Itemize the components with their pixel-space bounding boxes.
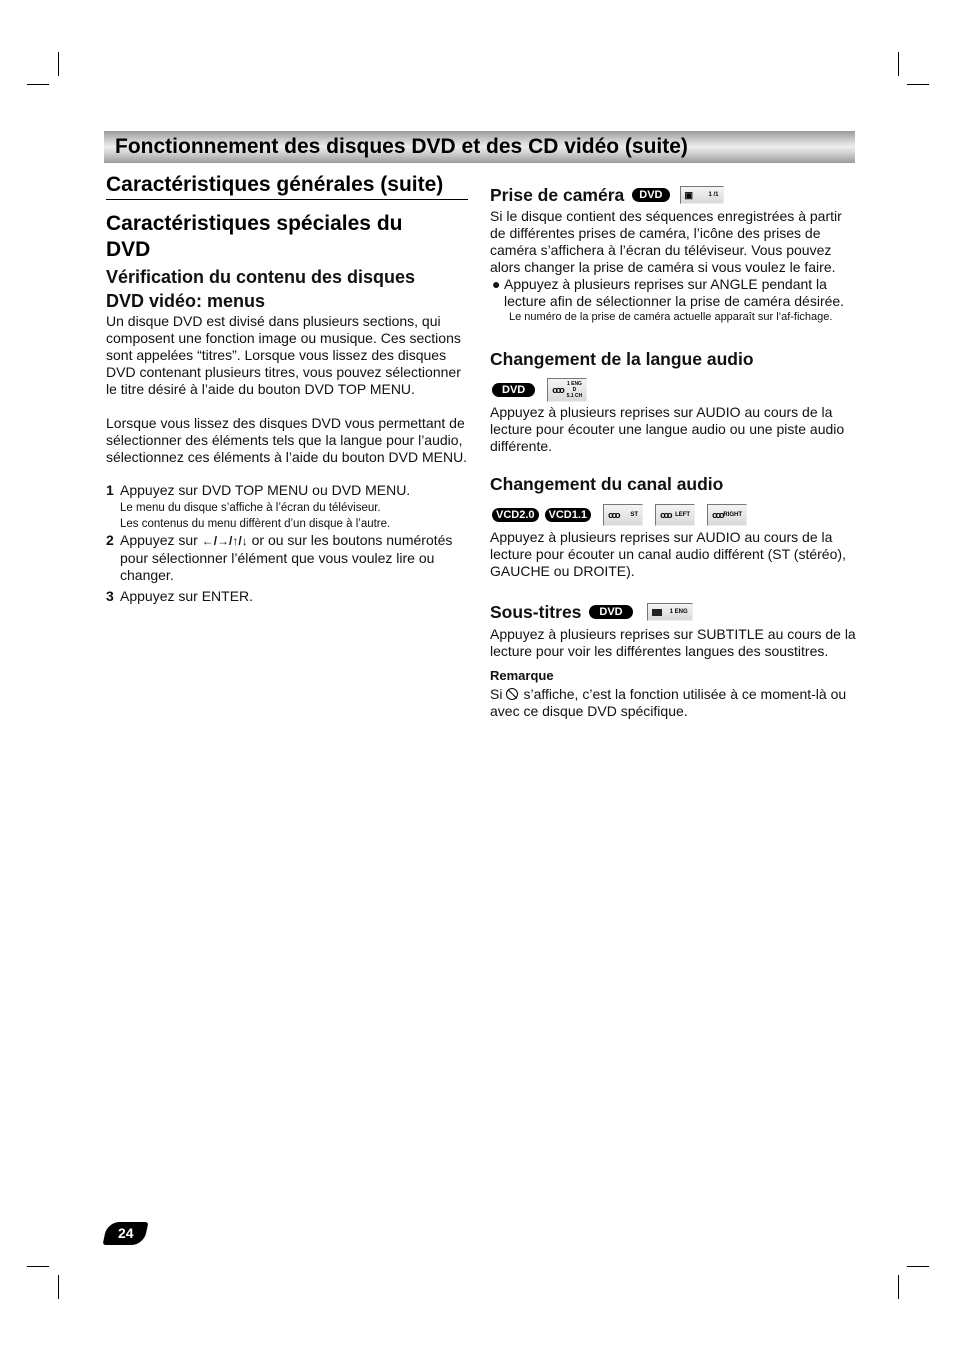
channel-osd-stereo xyxy=(603,504,643,526)
paragraph-camera: Si le disque contient des séquences enregistrées à partir de différentes prises de caméra, l’icône des prises de caméra s’affichera à l’écran du téléviseur. Vous pouvez alors changer la prise de caméra si vous voulez le faire. xyxy=(490,208,842,275)
subheading-menus: Vérification du contenu des disques DVD vidéo: menus xyxy=(106,267,416,311)
paragraph-dvd-menu: Lorsque vous lissez des disques DVD vous permettant de sélectionner des éléments tels que la langue pour l’audio, sélectionnez ces éléments à l’aide du bouton DVD MENU. xyxy=(106,415,468,465)
crop-mark xyxy=(907,84,929,85)
step-note: Les contenus du menu diffèrent d’un disque à l’autre. xyxy=(120,518,391,530)
osd-label: ST xyxy=(630,512,639,518)
osd-value: 1 /1 xyxy=(708,192,719,198)
dolby-icon: D xyxy=(572,387,577,393)
banner-title: Fonctionnement des disques DVD et des CD vidéo (suite) xyxy=(115,135,688,158)
arrow-keys-icon: ←/→/↑/↓ xyxy=(201,534,248,548)
paragraph-audio-language: Appuyez à plusieurs reprises sur AUDIO au cours de la lecture pour écouter une langue audio ou une piste audio différente. xyxy=(490,404,845,454)
note-text-after: s’affiche, c’est la fonction utilisée à ce moment-là ou avec ce disque DVD spécifique. xyxy=(490,686,847,719)
dvd-badge: DVD xyxy=(492,383,535,397)
step-number: 3 xyxy=(106,588,114,604)
step-number: 1 xyxy=(106,482,114,498)
step-item xyxy=(106,588,468,605)
audio-language-indicators xyxy=(490,378,856,402)
osd-line: 1 ENG xyxy=(566,381,582,387)
section-banner xyxy=(104,131,855,163)
camera-icon: ▣ xyxy=(684,190,692,200)
subtitle-icon xyxy=(652,609,662,616)
audio-icon: ooo xyxy=(608,510,619,520)
crop-mark xyxy=(58,1275,59,1299)
step-text: or ou sur les boutons numérotés pour sélectionner l’élément que vous voulez lire ou changer. xyxy=(120,532,453,583)
step-text: Appuyez sur DVD TOP MENU ou DVD MENU. xyxy=(120,482,411,498)
note-text-before: Si xyxy=(490,686,503,702)
heading-general-features: Caractéristiques générales (suite) xyxy=(106,172,468,200)
prohibited-icon xyxy=(506,688,518,700)
osd-value: 1 ENG xyxy=(669,609,688,615)
vcd11-badge: VCD1.1 xyxy=(545,508,592,522)
step-number: 2 xyxy=(106,532,114,548)
left-column xyxy=(106,172,468,605)
steps-list xyxy=(106,482,468,605)
audio-icon: ooo xyxy=(712,510,723,520)
right-column xyxy=(490,184,856,720)
page-number-text: 24 xyxy=(117,1225,134,1241)
audio-icon: ooo xyxy=(552,385,563,395)
paragraph-subtitles: Appuyez à plusieurs reprises sur SUBTITLE au cours de la lecture pour voir les différentes langues des soustitres. xyxy=(490,626,856,659)
heading-special-features: Caractéristiques spéciales du DVD xyxy=(106,212,403,261)
section-title: Changement du canal audio xyxy=(490,474,724,494)
paragraph-audio-channel: Appuyez à plusieurs reprises sur AUDIO au cours de la lecture pour écouter un canal audio différent (ST (stéréo), GAUCHE ou DROITE). xyxy=(490,529,846,579)
bullet-text: Appuyez à plusieurs reprises sur ANGLE pendant la lecture afin de sélectionner la prise de caméra désirée. xyxy=(504,276,845,309)
section-title: Changement de la langue audio xyxy=(490,349,754,369)
osd-line: 5.1 CH xyxy=(566,393,583,399)
section-title: Prise de caméra xyxy=(490,185,625,205)
crop-mark xyxy=(27,1266,49,1267)
audio-channel-indicators xyxy=(490,503,856,527)
page-number xyxy=(103,1222,149,1245)
osd-stack xyxy=(567,381,583,399)
heading-audio-channel xyxy=(490,473,856,495)
heading-audio-language xyxy=(490,348,856,370)
channel-osd-left xyxy=(655,504,695,526)
step-text: Appuyez sur ENTER. xyxy=(120,588,254,604)
audio-icon: ooo xyxy=(660,510,671,520)
paragraph-titles: Un disque DVD est divisé dans plusieurs sections, qui composent une fonction image ou musique. Ces sections sont appelées “titres”. Lorsque vous lissez des disques DVD contenant plusieurs titres, vous pouvez sélectionner le titre désiré à l’aide du bouton DVD TOP MENU. xyxy=(106,313,461,397)
step-item xyxy=(106,532,468,584)
osd-label: LEFT xyxy=(675,512,691,518)
section-title: Sous-titres xyxy=(490,602,582,622)
audio-osd xyxy=(547,378,587,402)
step-note: Le menu du disque s’affiche à l’écran du téléviseur. xyxy=(120,502,381,514)
note-title: Remarque xyxy=(490,668,554,683)
crop-mark xyxy=(898,52,899,76)
bullet-note: Le numéro de la prise de caméra actuelle apparaît sur l’af-fichage. xyxy=(509,311,833,323)
step-item xyxy=(106,482,468,532)
crop-mark xyxy=(898,1275,899,1299)
crop-mark xyxy=(27,84,49,85)
crop-mark xyxy=(907,1266,929,1267)
bullet-dot-icon: ● xyxy=(492,276,501,292)
dvd-badge: DVD xyxy=(632,188,669,202)
heading-camera-angle xyxy=(490,184,856,206)
osd-label: RIGHT xyxy=(723,512,743,518)
dvd-badge: DVD xyxy=(589,605,632,619)
vcd20-badge: VCD2.0 xyxy=(492,508,539,522)
channel-osd-right xyxy=(707,504,747,526)
bullet-item xyxy=(490,276,856,310)
heading-subtitles xyxy=(490,601,856,623)
camera-osd xyxy=(680,186,724,204)
subtitle-osd xyxy=(647,603,693,621)
step-text: Appuyez sur xyxy=(120,532,202,548)
note-text xyxy=(490,686,856,720)
crop-mark xyxy=(58,52,59,76)
